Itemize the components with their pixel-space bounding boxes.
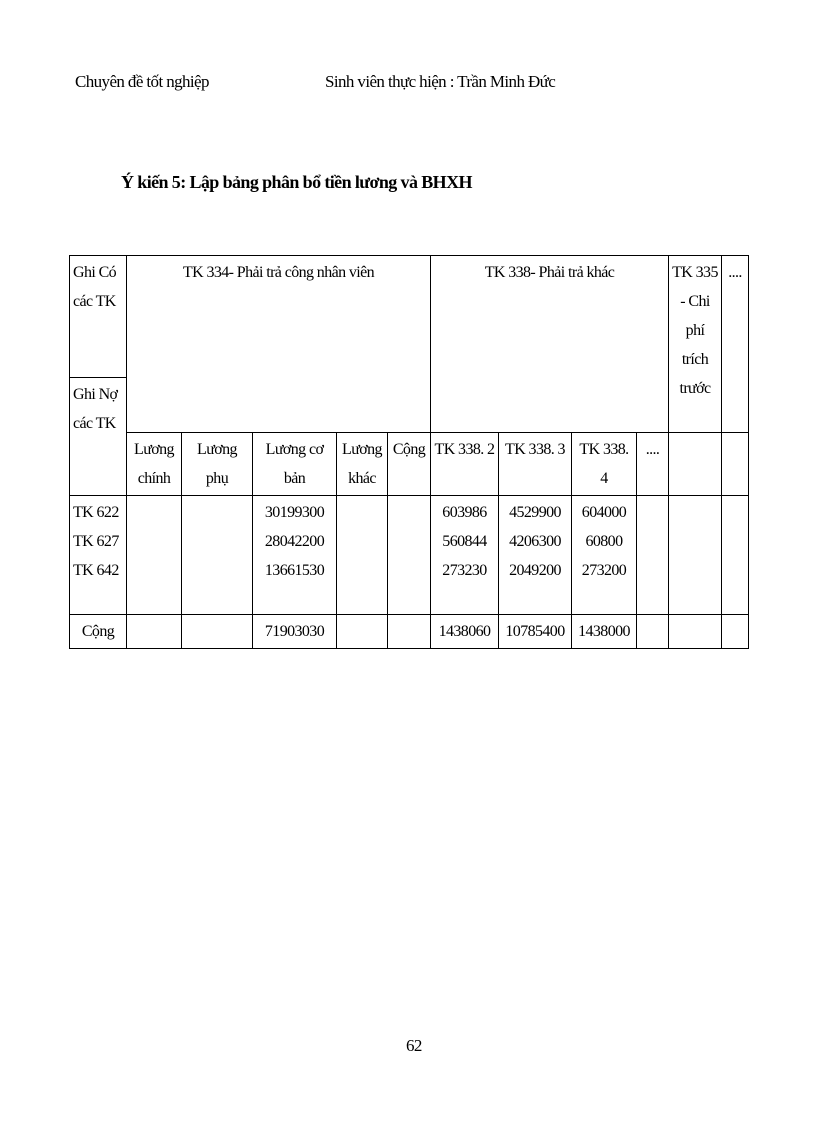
value: 30199300 [264,504,325,521]
value: 604000 [581,504,627,521]
empty-cell [388,496,431,615]
total-value: 1438000 [572,615,637,649]
account: TK 627 [73,533,119,550]
value: 2049200 [509,562,561,579]
header-right: Sinh viên thực hiện : Trần Minh Đức [325,72,556,91]
empty-cell [388,615,431,649]
value: 4206300 [509,533,561,550]
value: 273230 [442,562,487,579]
total-value: 10785400 [499,615,572,649]
empty-cell [669,615,722,649]
subheader: .... [637,433,669,496]
value: 28042200 [264,533,325,550]
subheader: TK 338. 2 [431,433,499,496]
account: TK 642 [73,562,119,579]
value: 4529900 [509,504,561,521]
subheader: Lương chính [127,433,182,496]
group-tk338: TK 338- Phải trả khác [431,256,669,433]
empty-cell [722,615,749,649]
empty-cell [669,433,722,496]
empty-cell [127,615,182,649]
empty-cell [337,496,388,615]
empty-cell [127,496,182,615]
empty-cell [337,615,388,649]
subheader: Lương cơ bản [253,433,337,496]
subheader: Lương phụ [182,433,253,496]
group-tk334: TK 334- Phải trả công nhân viên [127,256,431,433]
total-label: Cộng [70,615,127,649]
table-row [70,496,749,615]
subheader: Cộng [388,433,431,496]
value: 13661530 [264,562,325,579]
subheader: TK 338. 4 [572,433,637,496]
group-tk335: TK 335 - Chi phí trích trước [669,256,722,433]
total-value: 1438060 [431,615,499,649]
empty-cell [637,615,669,649]
empty-cell [669,496,722,615]
empty-cell [182,496,253,615]
total-value: 71903030 [253,615,337,649]
salary-allocation-table [69,255,749,649]
ghi-co-cell: Ghi Có các TK [70,256,127,378]
empty-cell [722,433,749,496]
subheader: TK 338. 3 [499,433,572,496]
section-title: Ý kiến 5: Lập bảng phân bổ tiền lương và BHXH [121,172,472,192]
empty-cell [637,496,669,615]
subheader: Lương khác [337,433,388,496]
header-left: Chuyên đề tốt nghiệp [75,72,209,91]
group-more: .... [722,256,749,433]
value: 60800 [585,533,623,550]
account: TK 622 [73,504,119,521]
empty-cell [182,615,253,649]
value: 603986 [442,504,487,521]
empty-cell [722,496,749,615]
page-number: 62 [406,1036,422,1055]
ghi-no-cell: Ghi Nợ các TK [70,378,127,496]
value: 273200 [581,562,627,579]
total-row [70,615,749,649]
value: 560844 [442,533,487,550]
